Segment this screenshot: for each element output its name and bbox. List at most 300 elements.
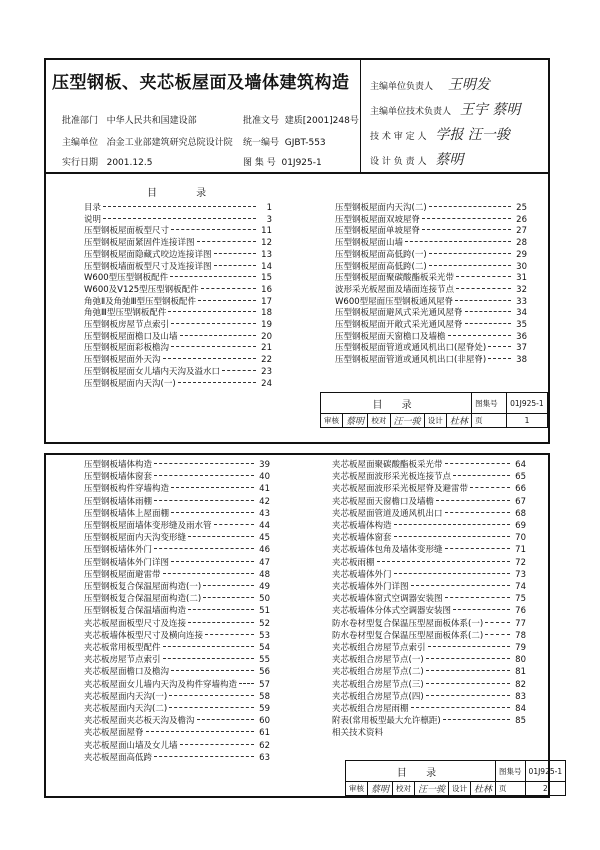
toc-entry-title: 波形采光板屋面及墙面连接节点 (335, 284, 455, 295)
toc-entry-title: 夹芯板屋面天窗檐口及墙檐 (332, 496, 435, 507)
toc-leader-dashes (426, 683, 510, 684)
toc-leader-dashes (171, 670, 254, 671)
toc-entry-title: 夹芯板常用板型配件 (84, 643, 161, 653)
toc-leader-dashes (422, 229, 511, 230)
toc-entry (332, 458, 526, 470)
toc-entry-title: 压型钢板屋面内天沟变形缝 (84, 533, 187, 544)
toc-entry-page: 52 (259, 618, 270, 629)
toc-entry-page: 72 (515, 557, 526, 568)
role-label: 主编单位技术负责人 (370, 107, 452, 117)
toc-leader-dashes (422, 218, 511, 219)
toc-entry-title: 夹芯板屋面波形采光板屋脊及避雷带 (332, 484, 469, 495)
toc-entry-title: 压型钢板屋面管道或通风机出口(屋脊处) (335, 343, 487, 354)
toc-entry-page: 81 (515, 667, 526, 678)
toc-leader-dashes (171, 512, 254, 513)
toc-leader-dashes (171, 229, 256, 230)
toc-entry (84, 519, 270, 531)
toc-entry (332, 726, 526, 738)
toc-leader-dashes (411, 707, 510, 708)
toc-entry (332, 543, 526, 555)
toc-entry (84, 507, 270, 519)
toc-entry-title: 夹芯板组合房屋节点(一) (332, 655, 424, 666)
toc-entry (335, 295, 527, 307)
toc-entry-page: 85 (515, 716, 526, 727)
toc-entry-page: 17 (261, 296, 272, 307)
toc-entry (332, 617, 526, 629)
toc-entry-page: 60 (259, 716, 270, 727)
toc-leader-dashes (163, 658, 254, 659)
toc-entry-title: 夹芯板屋面板型尺寸及连接 (84, 618, 187, 629)
toc-entry-page: 59 (259, 704, 270, 714)
toc-entry-title: 相关技术资料 (332, 728, 384, 739)
toc-leader-dashes (154, 463, 254, 464)
toc-entry-page: 41 (259, 484, 270, 495)
toc-entry-title: 压型钢板屋面单坡屋脊 (335, 226, 421, 237)
meta-code-label: 统一编号 (243, 138, 280, 148)
toc-leader-dashes (203, 585, 254, 586)
toc-entry (84, 641, 270, 653)
signature: 王明发 (447, 77, 490, 93)
toc-entry-page: 76 (515, 606, 526, 617)
toc-entry (332, 629, 526, 641)
toc-entry-title: 夹芯板屋面高低跨 (84, 752, 153, 763)
meta-doc (243, 113, 359, 126)
toc-entry-title: 压型钢板屋面墙体变形缝及雨水管 (84, 521, 212, 531)
toc-leader-dashes (154, 548, 254, 549)
toc-entry-page: 71 (515, 545, 526, 556)
meta-atlas (243, 155, 322, 168)
toc-entry-page: 44 (259, 521, 270, 531)
toc-leader-dashes (426, 695, 510, 696)
toc-entry-title: 压型钢板复合保温屋面构造(二) (84, 594, 202, 605)
toc-leader-dashes (485, 622, 510, 623)
toc-entry-page: 35 (516, 320, 527, 330)
toc-leader-dashes (445, 463, 510, 464)
toc-leader-dashes (168, 311, 256, 312)
toc-entry (84, 739, 270, 751)
toc-entry-title: W600及V125型压型钢板配件 (84, 284, 199, 295)
toc-entry-page: 74 (515, 582, 526, 592)
toc-entry-page: 14 (261, 261, 272, 272)
toc-entry-title: 压型钢板墙体构造 (84, 460, 153, 470)
toc-leader-dashes (197, 719, 254, 720)
toc-entry (335, 248, 527, 260)
toc-entry-title: 夹芯板墙体窗式空调器安装图 (332, 594, 443, 605)
toc-entry (332, 568, 526, 580)
page-label: 页 (496, 782, 526, 796)
toc-entry-page: 51 (259, 606, 270, 617)
toc-entry (84, 283, 272, 295)
toc-entry-title: 压型钢板墙体上屋面棚 (84, 508, 170, 519)
toc-leader-dashes (426, 670, 510, 671)
toc-leader-dashes (470, 487, 510, 488)
meta-date-label: 实行日期 (62, 158, 99, 168)
toc-entry-page: 43 (259, 508, 270, 519)
toc-entry-title: 压型钢板屋面天窗檐口及墙檐 (335, 331, 446, 342)
toc-entry-page: 46 (259, 545, 270, 556)
toc-leader-dashes (171, 323, 256, 324)
meta-doc-label: 批准文号 (243, 116, 280, 126)
meta-dept-label: 批准部门 (62, 116, 99, 126)
toc-leader-dashes (465, 311, 511, 312)
toc-entry-page: 42 (259, 496, 270, 507)
sheet-1-header-divider (44, 172, 550, 174)
toc-entry-title: 压型钢板墙体外门 (84, 545, 153, 556)
toc-entry (84, 543, 270, 555)
toc-entry-page: 28 (516, 238, 527, 249)
toc-entry-title: 夹芯板雨棚 (332, 557, 375, 568)
audit-signature: 蔡明 (368, 782, 393, 796)
toc-leader-dashes (488, 358, 511, 359)
toc-entry (335, 341, 527, 353)
toc-leader-dashes (154, 500, 254, 501)
toc-leader-dashes (197, 241, 256, 242)
toc-entry (332, 665, 526, 677)
audit-label: 审核 (346, 782, 368, 796)
toc-entry-title: 夹芯板屋面女儿墙内天沟及构件穿墙构造 (84, 679, 238, 690)
toc-entry-page: 68 (515, 508, 526, 519)
toc-entry-page: 65 (515, 472, 526, 483)
toc-entry-title: 附表(常用板型最大允许檩距) (332, 716, 441, 727)
toc-entry (335, 306, 527, 318)
toc-entry (332, 495, 526, 507)
toc-entry (335, 271, 527, 283)
toc-entry-title: 夹芯板组合房屋节点(二) (332, 667, 424, 678)
toc-leader-dashes (154, 475, 254, 476)
meta-editor-value: 冶金工业部建筑研究总院设计院 (106, 138, 233, 148)
toc-entry-page: 21 (261, 343, 272, 354)
meta-date-value: 2001.12.5 (106, 158, 153, 168)
role-label: 设 计 负 责 人 (370, 157, 427, 167)
meta-code-value: GJBT-553 (284, 138, 326, 148)
toc-entry-title: W600型压型钢板配件 (84, 273, 169, 284)
toc-leader-dashes (377, 561, 510, 562)
toc-entry-page: 36 (516, 331, 527, 342)
toc-entry (84, 236, 272, 248)
toc-leader-dashes (198, 300, 256, 301)
toc-entry-page: 54 (259, 643, 270, 653)
toc-leader-dashes (456, 288, 511, 289)
meta-editor-label: 主编单位 (62, 138, 99, 148)
toc-entry-page: 73 (515, 569, 526, 580)
design-signature: 杜林 (471, 782, 496, 796)
toc-entry-title: 压型钢板屋面双坡屋脊 (335, 214, 421, 225)
toc-entry-page: 12 (261, 238, 272, 249)
toc-entry (84, 377, 272, 389)
toc-entry (84, 690, 270, 702)
toc-leader-dashes (394, 536, 510, 537)
toc-entry (84, 702, 270, 714)
meta-atlas-label: 图 集 号 (243, 158, 276, 168)
toc-entry-title: 夹芯板屋面波形采光板连接节点 (332, 472, 452, 483)
toc-entry-title: 压型钢板屋面檐口及山墙 (84, 331, 178, 342)
toc-entry-title: 夹芯板组合房屋节点(三) (332, 679, 424, 690)
toc-entry-title: 夹芯板屋面聚碳酸酯板采光带 (332, 460, 443, 470)
toc-entry-page: 45 (259, 533, 270, 544)
toc-entry-page: 82 (515, 679, 526, 690)
toc-leader-dashes (163, 358, 256, 359)
toc-entry-title: 压型钢板屋面彩板檐沟 (84, 343, 170, 354)
toc-entry-page: 75 (515, 594, 526, 605)
toc-entry (84, 653, 270, 665)
toc-entry (84, 271, 272, 283)
toc-entry-title: 压型钢板构件穿墙构造 (84, 484, 170, 495)
toc-entry-title: 夹芯板屋面内天沟(一) (84, 691, 168, 702)
toc-leader-dashes (239, 683, 254, 684)
toc-entry (332, 592, 526, 604)
title-block-2 (345, 760, 566, 796)
toc-leader-dashes (169, 695, 254, 696)
toc-entry (84, 751, 270, 763)
toc-entry-title: 防水卷材型复合保温压型屋面板体系(一) (332, 618, 484, 629)
toc-entry (84, 665, 270, 677)
toc-entry-title: 说明 (84, 214, 102, 225)
role-tech-lead (370, 99, 520, 119)
toc-entry-page: 61 (259, 728, 270, 739)
toc-leader-dashes (214, 253, 256, 254)
title-block-atlas-label: 图集号 (496, 761, 526, 782)
toc-heading: 目 录 (147, 188, 225, 199)
toc-entry-title: 夹芯板屋面屋脊 (84, 728, 144, 739)
toc-entry (84, 353, 272, 365)
toc-leader-dashes (428, 646, 510, 647)
toc-leader-dashes (394, 573, 510, 574)
toc-leader-dashes (405, 241, 511, 242)
toc-leader-dashes (214, 265, 256, 266)
meta-editor (62, 135, 233, 148)
toc-entry-title: 目录 (84, 203, 102, 213)
toc-entry-title: 压型钢板复合保温屋面构造(一) (84, 582, 202, 592)
toc-entry (84, 495, 270, 507)
toc-entry-page: 18 (261, 308, 272, 319)
toc-entry-title: 压型钢板墙体窗套 (84, 472, 153, 483)
toc-entry-page: 16 (261, 284, 272, 295)
audit-label: 审核 (321, 414, 343, 428)
toc-leader-dashes (188, 609, 254, 610)
toc-leader-dashes (188, 536, 254, 537)
toc-entry-page: 66 (515, 484, 526, 495)
toc-entry (84, 568, 270, 580)
toc-entry (335, 353, 527, 365)
toc-entry (84, 248, 272, 260)
toc-entry-page: 48 (259, 569, 270, 580)
title-block-title: 目 录 (321, 393, 472, 414)
toc-entry-page: 11 (261, 226, 272, 237)
toc-entry-page: 15 (261, 273, 272, 284)
toc-entry (84, 213, 272, 225)
toc-entry-title: 压型钢板屋面避雷带 (84, 569, 161, 580)
toc-entry-page: 57 (259, 679, 270, 690)
toc-entry-title: 夹芯板墙体构造 (332, 521, 392, 531)
toc-entry-title: 压型钢板屋面聚碳酸酯板采光带 (335, 273, 455, 284)
toc-entry-title: 压型钢板屋面山墙 (335, 238, 404, 249)
toc-leader-dashes (453, 609, 510, 610)
toc-entry-page: 23 (261, 366, 272, 377)
toc-entry-title: 夹芯板房屋节点索引 (84, 655, 161, 666)
toc-entry-page: 64 (515, 460, 526, 470)
audit-signature: 蔡明 (343, 414, 368, 428)
page-number: 1 (507, 414, 548, 428)
toc-entry (84, 318, 272, 330)
toc-leader-dashes (445, 597, 510, 598)
toc-entry-page: 13 (261, 249, 272, 260)
toc-entry-page: 77 (515, 618, 526, 629)
toc-entry-page: 38 (516, 355, 527, 366)
toc-leader-dashes (146, 731, 254, 732)
toc-entry (84, 295, 272, 307)
toc-entry (84, 714, 270, 726)
toc-entry (332, 653, 526, 665)
toc-entry-page: 55 (259, 655, 270, 666)
toc-leader-dashes (203, 597, 254, 598)
title-block-title: 目 录 (346, 761, 496, 782)
toc-entry-page: 56 (259, 667, 270, 678)
toc-entry-page: 37 (516, 343, 527, 354)
toc-entry-title: 角弛Ⅱ及角弛Ⅲ型压型钢板配件 (84, 296, 197, 307)
toc-entry (335, 283, 527, 295)
toc-entry (84, 726, 270, 738)
toc-leader-dashes (445, 548, 510, 549)
title-block-atlas-label: 图集号 (472, 393, 507, 414)
toc-leader-dashes (456, 276, 511, 277)
toc-entry-page: 22 (261, 355, 272, 366)
toc-entry-title: 夹芯板屋面山墙及女儿墙 (84, 740, 178, 751)
toc-entry-page: 27 (516, 226, 527, 237)
toc-leader-dashes (188, 622, 254, 623)
toc-entry (335, 236, 527, 248)
toc-entry-page: 1 (266, 203, 272, 213)
toc-entry-title: 压型钢板墙面板型尺寸及连接详图 (84, 261, 212, 272)
toc-entry (332, 702, 526, 714)
toc-entry (84, 604, 270, 616)
toc-entry-page: 25 (516, 203, 527, 213)
toc-entry-title: 夹芯板墙体外门 (332, 569, 392, 580)
toc-entry-title: 压型钢板复合保温墙面构造 (84, 606, 187, 617)
toc-leader-dashes (426, 658, 510, 659)
toc-entry-title: 压型钢板墙体雨棚 (84, 496, 153, 507)
toc-entry-title: 压型钢板屋面紧固件连接详图 (84, 238, 195, 249)
meta-doc-value: 建质[2001]248号 (284, 116, 359, 126)
toc-entry-title: 夹芯板墙体板型尺寸及横向连接 (84, 630, 204, 641)
toc-entry-page: 49 (259, 582, 270, 592)
toc-entry-page: 32 (516, 284, 527, 295)
toc-entry-page: 78 (515, 630, 526, 641)
toc-entry (335, 224, 527, 236)
toc-entry-page: 50 (259, 594, 270, 605)
toc-entry (84, 678, 270, 690)
toc-entry (84, 201, 272, 213)
toc-leader-dashes (178, 382, 256, 383)
title-block-atlas-value: 01J925-1 (525, 761, 566, 782)
role-label: 技 术 审 定 人 (370, 132, 427, 142)
toc-entry-page: 70 (515, 533, 526, 544)
toc-entry-page: 67 (515, 496, 526, 507)
toc-leader-dashes (154, 756, 254, 757)
toc-entry (332, 556, 526, 568)
toc-entry (84, 482, 270, 494)
check-label: 校对 (368, 414, 390, 428)
toc-entry (84, 458, 270, 470)
toc-leader-dashes (448, 335, 511, 336)
toc-entry (335, 318, 527, 330)
signature: 学报 汪一骏 (435, 127, 510, 143)
role-chief (370, 74, 490, 94)
toc-entry-page: 62 (259, 740, 270, 751)
toc-entry (332, 470, 526, 482)
toc-entry-page: 83 (515, 691, 526, 702)
toc-entry (84, 330, 272, 342)
toc-entry-title: 夹芯板墙体窗套 (332, 533, 392, 544)
toc-entry-title: 压型钢板屋面避风式采光通风屋脊 (335, 308, 463, 319)
toc-leader-dashes (180, 335, 256, 336)
toc-entry-title: 夹芯板墙体外门详图 (332, 582, 409, 592)
toc-leader-dashes (169, 707, 254, 708)
toc-entry (332, 531, 526, 543)
toc-entry-title: 压型钢板屋面高低跨(二) (335, 261, 427, 272)
toc-leader-dashes (443, 719, 510, 720)
toc-entry-title: 夹芯板墙体分体式空调器安装图 (332, 606, 452, 617)
toc-entry-page: 3 (266, 214, 272, 225)
toc-entry (84, 260, 272, 272)
toc-leader-dashes (171, 346, 256, 347)
toc-leader-dashes (455, 300, 511, 301)
check-label: 校对 (393, 782, 415, 796)
title-block-atlas-value: 01J925-1 (507, 393, 548, 414)
toc-entry-page: 84 (515, 704, 526, 714)
toc-entry-title: 夹芯板组合房屋节点索引 (332, 643, 426, 653)
toc-entry (332, 519, 526, 531)
toc-entry-title: 压型钢板屋面管道或通风机出口(非屋脊) (335, 355, 487, 366)
toc-entry (332, 641, 526, 653)
toc-entry-title: 夹芯板屋面夹芯板天沟及檐沟 (84, 716, 195, 727)
toc-entry (84, 365, 272, 377)
toc-leader-dashes (214, 524, 254, 525)
atlas-title: 压型钢板、夹芯板屋面及墙体建筑构造 (52, 73, 350, 93)
role-reviewer (370, 124, 510, 144)
toc-entry (84, 224, 272, 236)
toc-entry-page: 53 (259, 630, 270, 641)
toc-entry-page: 31 (516, 273, 527, 284)
toc-entry-page: 34 (516, 308, 527, 319)
toc-entry (84, 470, 270, 482)
toc-entry-page: 19 (261, 320, 272, 330)
toc-entry-title: 角弛Ⅲ型压型钢板配件 (84, 308, 167, 319)
toc-entry-page: 63 (259, 752, 270, 763)
toc-leader-dashes (453, 475, 510, 476)
toc-entry-page: 40 (259, 472, 270, 483)
toc-leader-dashes (171, 561, 254, 562)
toc-leader-dashes (411, 585, 510, 586)
meta-atlas-value: 01J925-1 (281, 158, 322, 168)
meta-code (243, 135, 326, 148)
toc-leader-dashes (445, 512, 510, 513)
toc-entry-title: 压型钢板屋面隐藏式咬边连接详图 (84, 249, 212, 260)
toc-entry-title: 压型钢板屋面板型尺寸 (84, 226, 170, 237)
toc-leader-dashes (488, 346, 511, 347)
toc-entry (332, 604, 526, 616)
toc-entry-title: 压型钢板屋面内天沟(一) (84, 378, 176, 389)
toc-entry-page: 26 (516, 214, 527, 225)
toc-leader-dashes (394, 524, 510, 525)
role-label: 主编单位负责人 (370, 82, 434, 92)
meta-date (62, 155, 152, 168)
toc-entry (84, 306, 272, 318)
toc-entry-page: 33 (516, 296, 527, 307)
toc-leader-dashes (163, 573, 254, 574)
toc-leader-dashes (429, 206, 511, 207)
toc-leader-dashes (429, 253, 511, 254)
signature: 王宇 蔡明 (459, 102, 521, 118)
